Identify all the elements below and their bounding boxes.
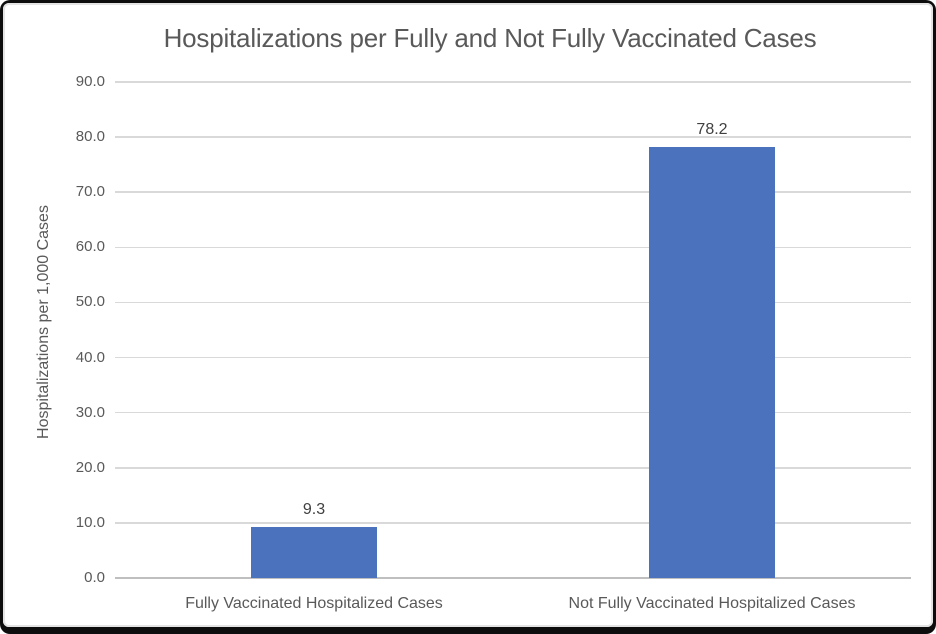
gridline (115, 136, 911, 138)
gridline (115, 302, 911, 304)
y-tick-label: 50.0 (75, 293, 105, 311)
y-tick-label: 80.0 (75, 128, 105, 146)
chart-title: Hospitalizations per Fully and Not Fully Vaccinated Cases (163, 23, 817, 53)
category-label: Fully Vaccinated Hospitalized Cases (185, 595, 443, 612)
y-tick-label: 60.0 (75, 238, 105, 256)
bar-value-label: 9.3 (302, 500, 326, 518)
y-axis-title: Hospitalizations per 1,000 Cases (35, 205, 52, 439)
plot-area (3, 3, 933, 627)
bar-value-label: 78.2 (696, 121, 728, 139)
gridline (115, 467, 911, 469)
gridline (115, 191, 911, 193)
y-tick-label: 0.0 (84, 569, 105, 586)
y-tick-label: 30.0 (75, 403, 105, 421)
bar (649, 147, 775, 578)
gridline (115, 247, 911, 249)
y-tick-label: 10.0 (75, 513, 105, 531)
x-axis-line (115, 577, 911, 579)
category-label: Not Fully Vaccinated Hospitalized Cases (568, 595, 856, 612)
gridline (115, 357, 911, 359)
y-tick-label: 40.0 (75, 348, 105, 366)
gridline (115, 412, 911, 414)
bar (251, 527, 377, 578)
y-tick-label: 90.0 (75, 73, 105, 90)
gridline (115, 81, 911, 83)
y-tick-label: 20.0 (75, 458, 105, 476)
chart-area (3, 3, 933, 627)
y-tick-label: 70.0 (75, 183, 105, 201)
gridline (115, 522, 911, 524)
